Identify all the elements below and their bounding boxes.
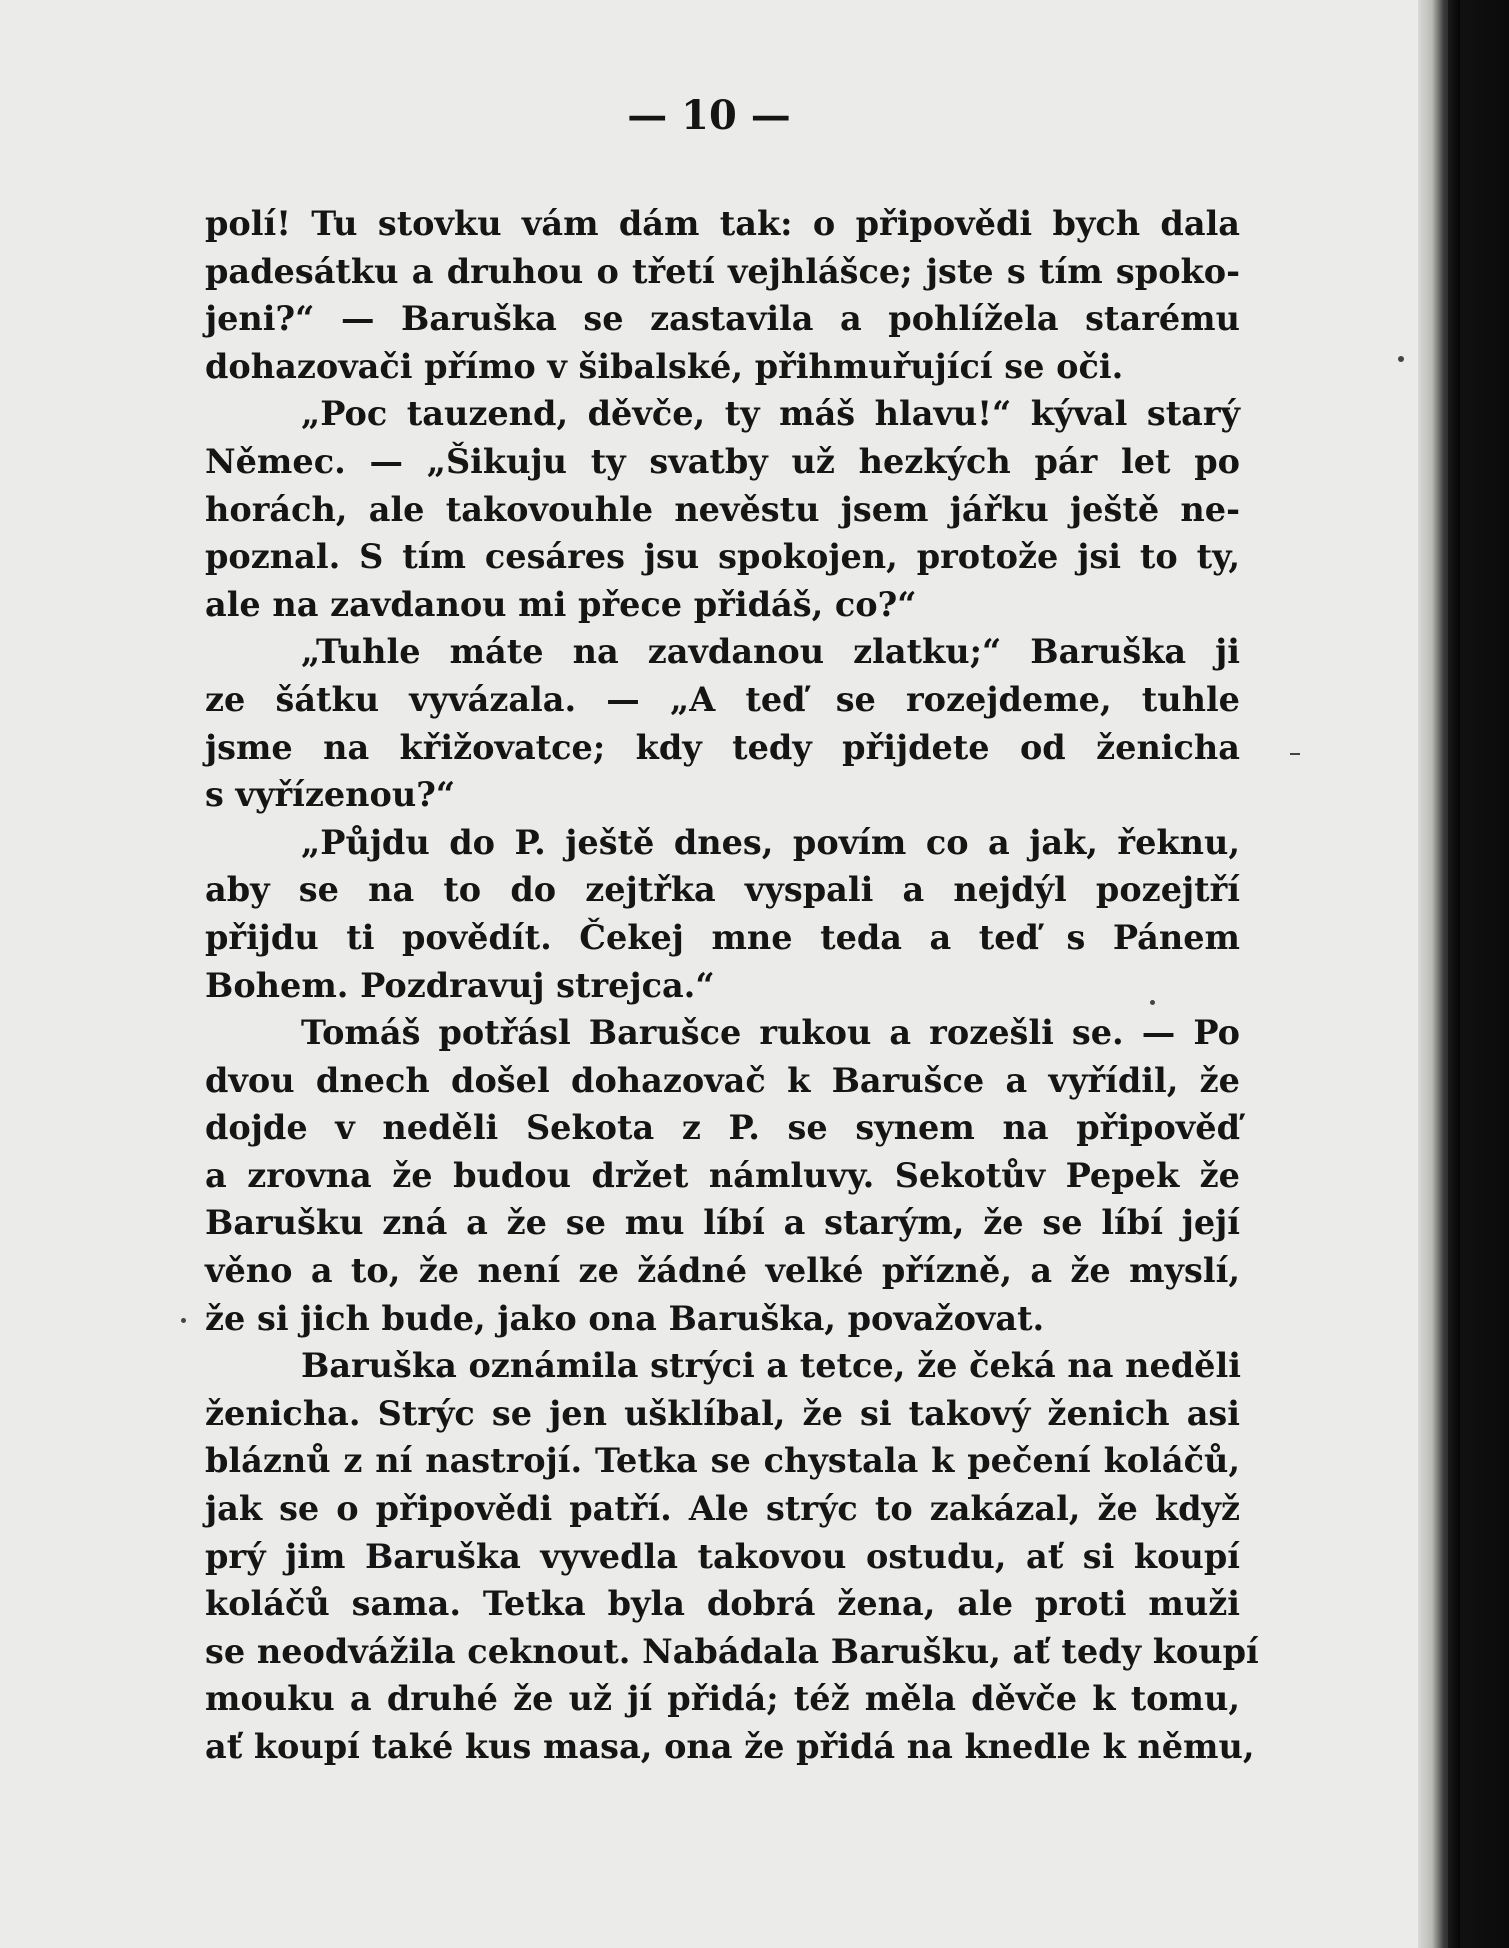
- text-line: Baruška oznámila strýci a tetce, že čeká na neděli: [301, 1346, 1241, 1386]
- text-line: „Tuhle máte na zavdanou zlatku;“ Baruška ji: [301, 632, 1240, 672]
- text-line: prý jim Baruška vyvedla takovou ostudu, ať si koupí: [205, 1536, 1240, 1576]
- text-line: padesátku a druhou o třetí vejhlášce; jste s tím spoko-: [205, 251, 1240, 291]
- text-line: dohazovači přímo v šibalské, přihmuřující se oči.: [205, 346, 1124, 386]
- text-line: mouku a druhé že už jí přidá; též měla děvče k tomu,: [205, 1679, 1240, 1719]
- text-line: horách, ale takovouhle nevěstu jsem jářku ještě ne-: [205, 489, 1240, 529]
- text-line: „Poc tauzend, děvče, ty máš hlavu!“ kýval starý: [301, 394, 1240, 434]
- text-line: ale na zavdanou mi přece přidáš, co?“: [205, 584, 917, 624]
- text-line: dojde v neděli Sekota z P. se synem na připověď: [205, 1108, 1240, 1148]
- text-line: Tomáš potřásl Barušce rukou a rozešli se. — Po: [301, 1013, 1240, 1053]
- text-line: věno a to, že není ze žádné velké přízně, a že myslí,: [205, 1251, 1240, 1291]
- text-line: Bohem. Pozdravuj strejca.“: [205, 965, 715, 1005]
- text-line: Barušku zná a že se mu líbí a starým, že se líbí její: [205, 1203, 1240, 1243]
- text-line: jsme na křižovatce; kdy tedy přijdete od ženicha: [205, 727, 1240, 767]
- text-line: ať koupí také kus masa, ona že přidá na knedle k němu,: [205, 1727, 1255, 1766]
- page-number: — 10 —: [627, 92, 791, 139]
- text-line: Němec. — „Šikuju ty svatby už hezkých pár let po: [205, 441, 1240, 481]
- body-text: [205, 200, 1259, 1771]
- speck: [1150, 1000, 1155, 1005]
- text-line: koláčů sama. Tetka byla dobrá žena, ale proti muži: [205, 1584, 1240, 1624]
- text-line: ze šátku vyvázala. — „A teď se rozejdeme, tuhle: [205, 679, 1240, 719]
- text-line: poznal. S tím cesáres jsu spokojen, protože jsi to ty,: [205, 537, 1240, 577]
- text-line: „Půjdu do P. ještě dnes, povím co a jak, řeknu,: [301, 822, 1240, 862]
- text-line: jak se o připovědi patří. Ale strýc to zakázal, že když: [205, 1489, 1240, 1529]
- text-line: přijdu ti povědít. Čekej mne teda a teď s Pánem: [205, 917, 1240, 957]
- speck: [181, 1318, 186, 1323]
- text-line: že si jich bude, jako ona Baruška, považovat.: [205, 1298, 1045, 1338]
- book-spine: [1418, 0, 1509, 1948]
- text-line: jeni?“ — Baruška se zastavila a pohlížela starému: [205, 299, 1240, 339]
- text-line: polí! Tu stovku vám dám tak: o připovědi bych dala: [205, 204, 1240, 243]
- speck: [1398, 356, 1404, 362]
- text-line: bláznů z ní nastrojí. Tetka se chystala k pečení koláčů,: [205, 1441, 1240, 1481]
- speck: [1290, 753, 1300, 755]
- text-line: a zrovna že budou držet námluvy. Sekotův Pepek že: [205, 1155, 1240, 1195]
- text-line: dvou dnech došel dohazovač k Barušce a vyřídil, že: [205, 1060, 1240, 1100]
- text-line: s vyřízenou?“: [205, 775, 456, 815]
- spine-crease: [1448, 0, 1460, 1948]
- text-line: ženicha. Strýc se jen ušklíbal, že si takový ženich asi: [205, 1393, 1240, 1433]
- text-line: aby se na to do zejtřka vyspali a nejdýl pozejtří: [205, 870, 1240, 910]
- text-line: se neodvážila ceknout. Nabádala Barušku, ať tedy koupí: [205, 1631, 1259, 1671]
